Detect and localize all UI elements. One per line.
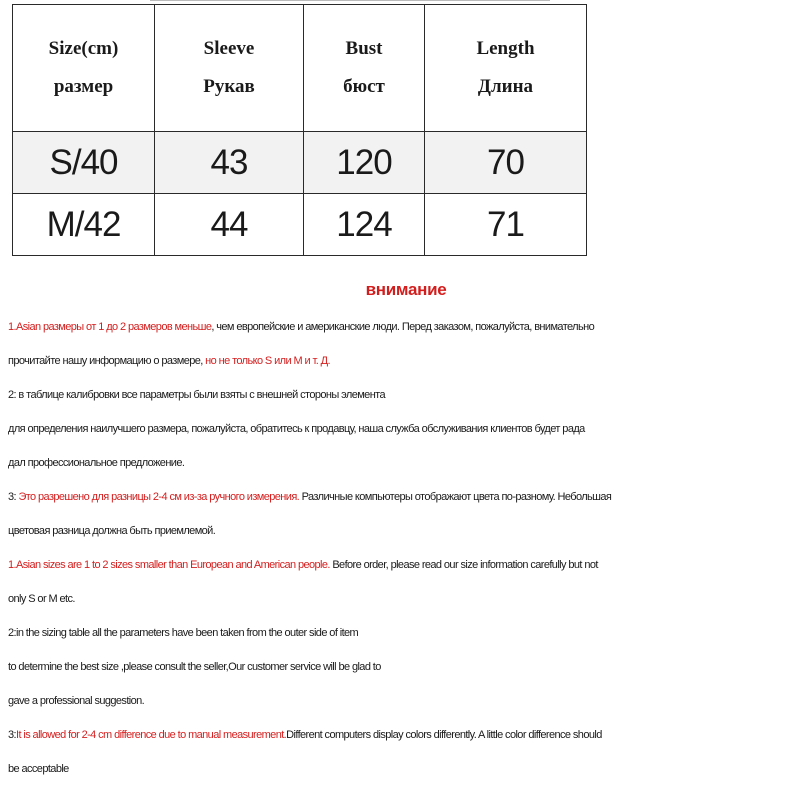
note-en-1-text: Before order, please read our size information carefully but not xyxy=(329,559,598,571)
cell-length: 70 xyxy=(425,132,587,194)
note-en-3-line-a xyxy=(8,718,798,752)
note-ru-2-line-b: для определения наилучшего размера, пожалуйста, обратитесь к продавцу, наша служба обслуживания клиентов будет рада xyxy=(8,423,585,435)
header-sleeve xyxy=(155,5,304,132)
note-en-1-line-a xyxy=(8,548,798,582)
note-ru-1-text: , чем европейские и американские люди. Перед заказом, пожалуйста, внимательно xyxy=(211,321,595,333)
size-notes xyxy=(8,310,798,786)
header-length xyxy=(425,5,587,132)
note-en-2-line-b: to determine the best size ,please consult the seller,Our customer service will be glad to xyxy=(8,661,381,673)
cell-size: M/42 xyxy=(13,194,155,256)
note-ru-1-highlight-b: но не только S или M и т. Д. xyxy=(205,355,330,367)
note-ru-3-line-b: цветовая разница должна быть приемлемой. xyxy=(8,525,216,537)
note-ru-3-text: Различные компьютеры отображают цвета по-разному. Небольшая xyxy=(299,491,612,503)
cell-length: 71 xyxy=(425,194,587,256)
header-size-en: Size(cm) xyxy=(48,38,119,59)
cell-sleeve: 44 xyxy=(155,194,304,256)
note-en-2-line-c: gave a professional suggestion. xyxy=(8,695,145,707)
cell-bust: 120 xyxy=(304,132,425,194)
table-row xyxy=(13,194,587,256)
note-en-3-line-b: be acceptable xyxy=(8,763,69,775)
note-en-3-highlight: It is allowed for 2-4 cm difference due to manual measurement. xyxy=(15,729,287,741)
header-bust xyxy=(304,5,425,132)
cell-size: S/40 xyxy=(13,132,155,194)
note-ru-3-line-a xyxy=(8,480,798,514)
header-length-ru: Длина xyxy=(477,76,534,97)
top-border-line xyxy=(150,0,550,1)
note-en-3-text: Different computers display colors differently. A little color difference should xyxy=(286,729,602,741)
note-ru-1-highlight: 1.Asian размеры от 1 до 2 размеров меньше xyxy=(8,321,212,333)
header-size xyxy=(13,5,155,132)
header-sleeve-en: Sleeve xyxy=(203,38,255,59)
note-en-3-prefix: 3: xyxy=(8,729,16,741)
note-ru-1-line-b xyxy=(8,344,798,378)
header-size-ru: размер xyxy=(53,76,114,97)
note-ru-3-highlight: Это разрешено для разницы 2-4 см из-за ручного измерения. xyxy=(18,491,300,503)
note-ru-1-text-b: прочитайте нашу информацию о размере, xyxy=(8,355,206,367)
header-sleeve-ru: Рукав xyxy=(203,76,255,97)
header-length-en: Length xyxy=(476,38,535,59)
size-chart-table xyxy=(12,4,587,256)
cell-bust: 124 xyxy=(304,194,425,256)
note-en-1-line-b: only S or M etc. xyxy=(8,593,75,605)
note-ru-2-line-c: дал профессиональное предложение. xyxy=(8,457,185,469)
notice-title: внимание xyxy=(365,280,447,299)
table-header-row xyxy=(13,5,587,132)
header-bust-en: Bust xyxy=(345,38,383,59)
note-ru-2-line-a: 2: в таблице калибровки все параметры были взяты с внешней стороны элемента xyxy=(8,389,386,401)
note-ru-1-line-a xyxy=(8,310,798,344)
table-row xyxy=(13,132,587,194)
note-en-1-highlight: 1.Asian sizes are 1 to 2 sizes smaller than European and American people. xyxy=(8,559,330,571)
note-en-2-line-a: 2:in the sizing table all the parameters have been taken from the outer side of item xyxy=(8,627,359,639)
cell-sleeve: 43 xyxy=(155,132,304,194)
note-ru-3-prefix: 3: xyxy=(8,491,19,503)
header-bust-ru: бюст xyxy=(343,76,385,97)
